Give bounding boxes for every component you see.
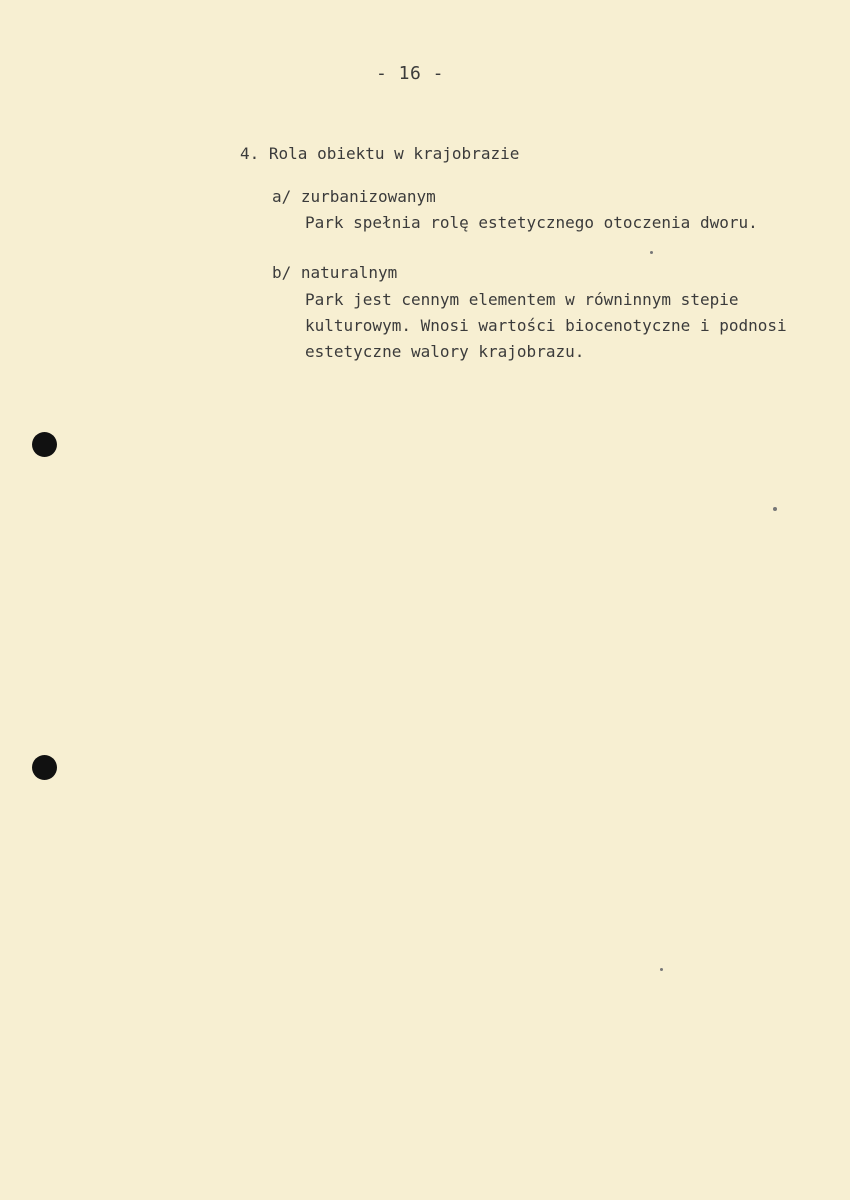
punch-hole [32, 755, 57, 780]
punch-hole [32, 432, 57, 457]
paragraph-line: Park spełnia rolę estetycznego otoczenia dworu. [305, 213, 758, 232]
page-number: - 16 - [376, 63, 445, 84]
paragraph-line: kulturowym. Wnosi wartości biocenotyczne i podnosi [305, 316, 787, 335]
ink-speck [773, 507, 777, 511]
subsection-label-natural: b/ naturalnym [272, 263, 398, 282]
paragraph-line: Park jest cennym elementem w równinnym stepie [305, 290, 739, 309]
section-title: 4. Rola obiektu w krajobrazie [240, 144, 520, 163]
ink-speck [650, 251, 653, 254]
subsection-label-urban: a/ zurbanizowanym [272, 187, 436, 206]
paragraph-line: estetyczne walory krajobrazu. [305, 342, 585, 361]
ink-speck [660, 968, 663, 971]
